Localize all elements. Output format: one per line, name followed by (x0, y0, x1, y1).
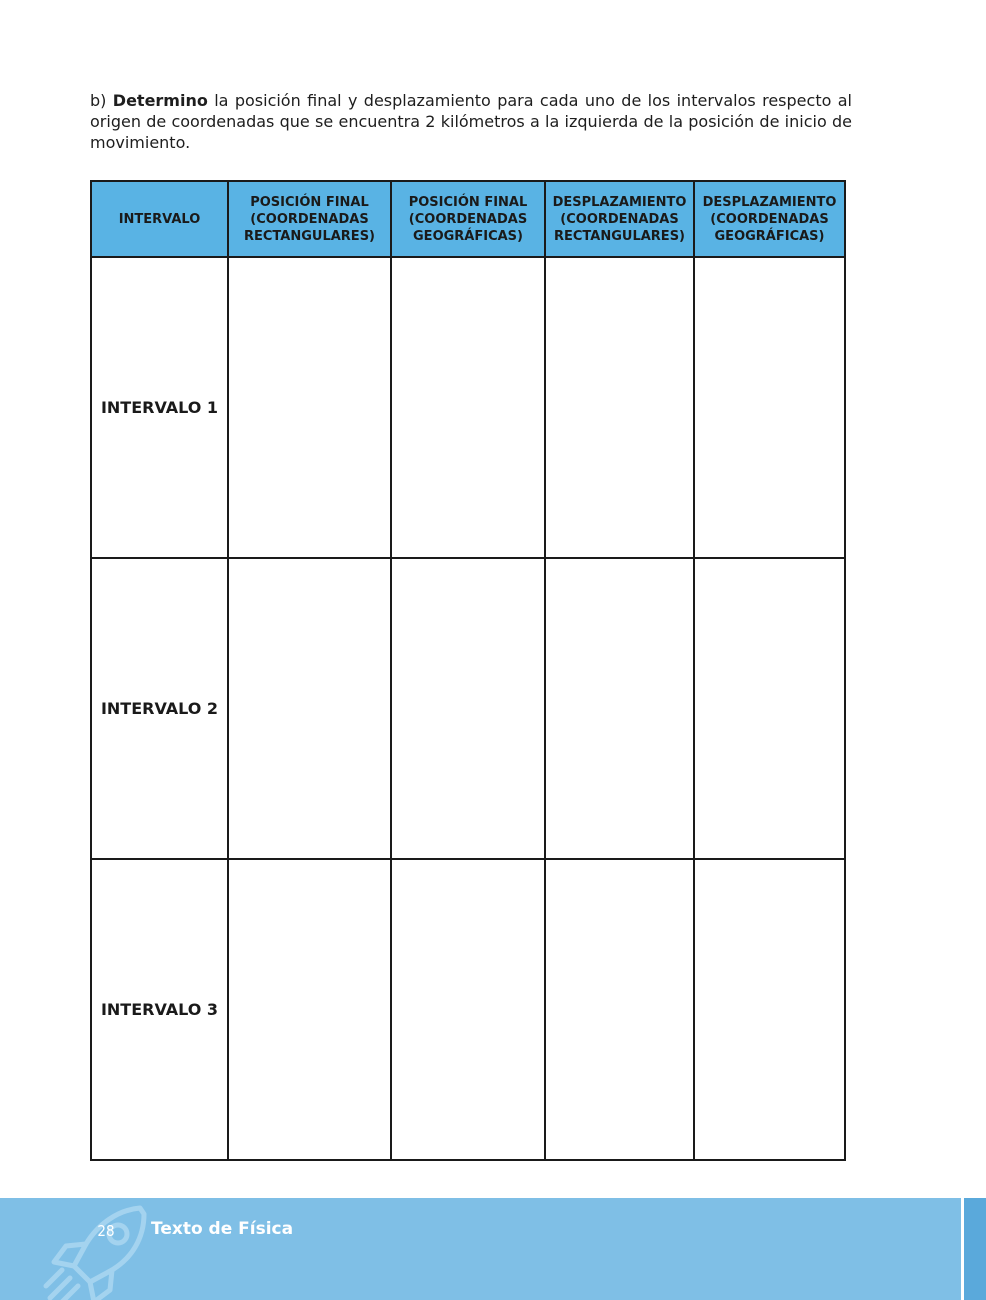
answer-table (90, 180, 846, 1161)
answer-cell[interactable] (694, 558, 845, 859)
answer-cell[interactable] (391, 558, 545, 859)
answer-cell[interactable] (694, 257, 845, 558)
page-footer (0, 1198, 986, 1300)
instruction-body: la posición final y desplazamiento para cada uno de los intervalos respecto al origen de coordenadas que se encuentra 2 kilómetros a la izquierda de la posición de inicio de movimiento. (90, 91, 853, 152)
header-posicion-rectangulares: POSICIÓN FINAL (COORDENADAS RECTANGULARES) (228, 181, 391, 257)
book-title: Texto de Física (151, 1219, 294, 1239)
instruction-text (90, 90, 852, 153)
answer-cell[interactable] (228, 558, 391, 859)
header-intervalo: INTERVALO (91, 181, 228, 257)
header-desplazamiento-rectangulares: DESPLAZAMIENTO (COORDENADAS RECTANGULARES) (545, 181, 694, 257)
answer-cell[interactable] (694, 859, 845, 1160)
page-number: 28 (97, 1222, 115, 1240)
answer-cell[interactable] (391, 257, 545, 558)
row-label: INTERVALO 2 (91, 558, 228, 859)
instruction-prefix: b) (90, 91, 113, 110)
table-row (91, 859, 845, 1160)
header-posicion-geograficas: POSICIÓN FINAL (COORDENADAS GEOGRÁFICAS) (391, 181, 545, 257)
footer-side-bar (961, 1198, 986, 1300)
answer-cell[interactable] (545, 257, 694, 558)
answer-cell[interactable] (228, 859, 391, 1160)
answer-cell[interactable] (228, 257, 391, 558)
header-desplazamiento-geograficas: DESPLAZAMIENTO (COORDENADAS GEOGRÁFICAS) (694, 181, 845, 257)
table-row (91, 558, 845, 859)
table-row (91, 257, 845, 558)
answer-cell[interactable] (545, 558, 694, 859)
row-label: INTERVALO 3 (91, 859, 228, 1160)
table-header-row (91, 181, 845, 257)
answer-cell[interactable] (391, 859, 545, 1160)
row-label: INTERVALO 1 (91, 257, 228, 558)
answer-cell[interactable] (545, 859, 694, 1160)
instruction-verb: Determino (112, 91, 208, 110)
